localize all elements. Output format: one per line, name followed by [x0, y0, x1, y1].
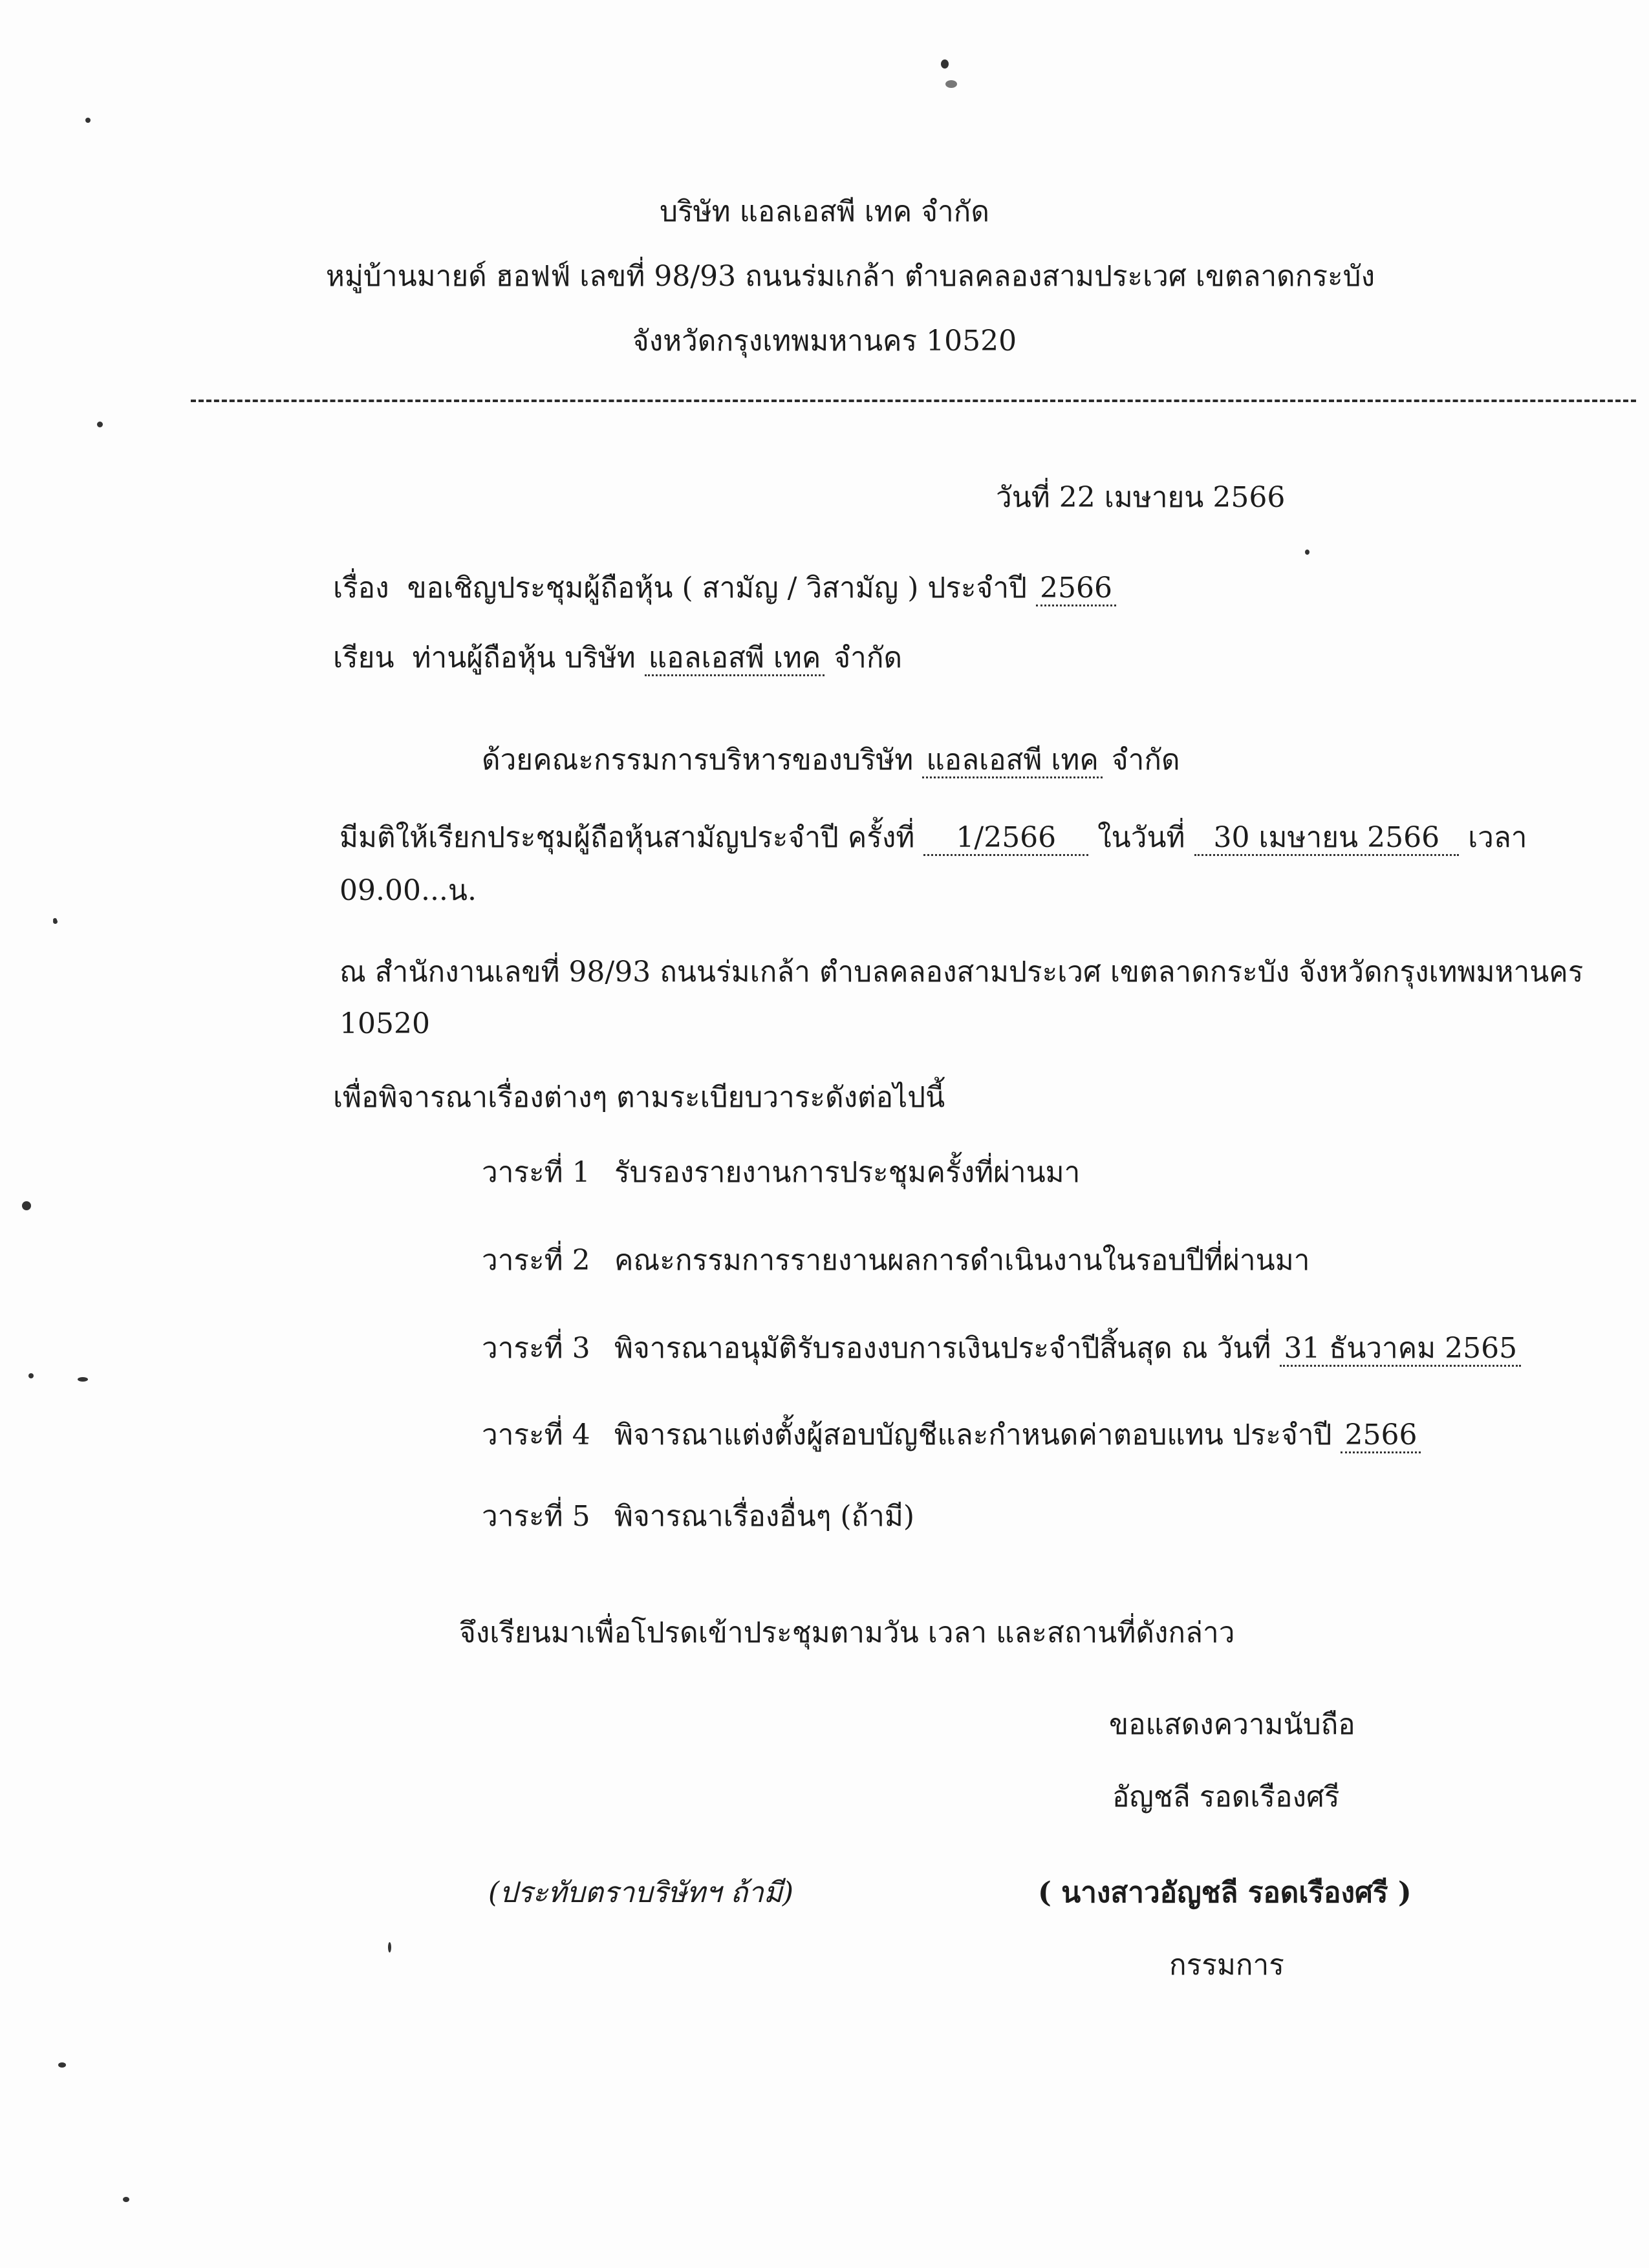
intro-suffix: จำกัด [1111, 744, 1180, 776]
agenda-item [482, 1155, 1080, 1191]
time-label: เวลา [1468, 821, 1527, 854]
scan-speck [58, 2062, 66, 2068]
scan-speck [123, 2197, 129, 2202]
agenda-item [482, 1417, 1421, 1453]
addressee-company: แอลเอสพี เทค [645, 641, 825, 676]
scan-speck [941, 59, 949, 69]
closing-invitation: จึงเรียนมาเพื่อโปรดเข้าประชุมตามวัน เวลา และสถานที่ดังกล่าว [459, 1616, 1235, 1649]
resolution-line [339, 820, 1527, 856]
scan-speck [1305, 550, 1310, 555]
date-label: วันที่ [996, 481, 1050, 514]
addressee-suffix: จำกัด [834, 641, 903, 674]
closing-regards: ขอแสดงความนับถือ [1109, 1708, 1355, 1741]
subject-text: ขอเชิญประชุมผู้ถือหุ้น ( สามัญ / วิสามัญ ) ประจำปี [407, 572, 1027, 604]
scan-speck [78, 1377, 88, 1382]
agenda-date-value: 31 ธันวาคม 2565 [1280, 1332, 1521, 1367]
venue-line: ณ สำนักงานเลขที่ 98/93 ถนนร่มเกล้า ตำบลคลองสามประเวศ เขตลาดกระบัง จังหวัดกรุงเทพมหานคร [339, 956, 1584, 989]
intro-prefix: ด้วยคณะกรรมการบริหารของบริษัท [482, 744, 914, 776]
company-seal-note: (ประทับตราบริษัทฯ ถ้ามี) [488, 1876, 793, 1909]
scan-speck [945, 80, 957, 88]
addressee-label: เรียน [333, 641, 394, 674]
company-address-line1: หมู่บ้านมายด์ ฮอฟฟ์ เลขที่ 98/93 ถนนร่มเกล้า ตำบลคลองสามประเวศ เขตลาดกระบัง [325, 260, 1375, 293]
intro-line [482, 742, 1180, 778]
company-name: บริษัท แอลเอสพี เทค จำกัด [660, 195, 989, 228]
signature-name: อัญชลี รอดเรืองศรี [1112, 1781, 1340, 1813]
agenda-text: คณะกรรมการรายงานผลการดำเนินงานในรอบปีที่ผ่านมา [614, 1244, 1310, 1277]
agenda-item [482, 1499, 914, 1535]
agenda-text: พิจารณาอนุมัติรับรองงบการเงินประจำปีสิ้นสุด ณ วันที่ [614, 1332, 1271, 1365]
subject-label: เรื่อง [333, 572, 389, 604]
agenda-label: วาระที่ 4 [482, 1418, 590, 1451]
signatory-position: กรรมการ [1169, 1949, 1284, 1982]
scan-speck [388, 1942, 391, 1952]
scan-speck [22, 1201, 31, 1210]
scan-speck [28, 1373, 34, 1378]
agenda-label: วาระที่ 5 [482, 1500, 590, 1533]
scan-speck [53, 918, 57, 922]
meeting-number: 1/2566 [923, 821, 1088, 856]
agenda-text: รับรองรายงานการประชุมครั้งที่ผ่านมา [614, 1156, 1081, 1189]
agenda-label: วาระที่ 3 [482, 1332, 590, 1365]
resolution-prefix: มีมติให้เรียกประชุมผู้ถือหุ้นสามัญประจำปี ครั้งที่ [339, 821, 915, 854]
agenda-text: พิจารณาเรื่องอื่นๆ (ถ้ามี) [614, 1500, 915, 1533]
agenda-item [482, 1331, 1521, 1367]
meeting-date: 30 เมษายน 2566 [1194, 821, 1460, 856]
scan-speck [97, 422, 103, 427]
date-value: 22 เมษายน 2566 [1059, 481, 1286, 514]
signatory-printed-name: ( นางสาวอัญชลี รอดเรืองศรี ) [1038, 1876, 1412, 1909]
intro-company: แอลเอสพี เทค [922, 744, 1103, 778]
addressee-line [333, 640, 902, 676]
agenda-label: วาระที่ 2 [482, 1244, 590, 1277]
meeting-time: 09.00...น. [339, 874, 477, 907]
agenda-label: วาระที่ 1 [482, 1156, 590, 1189]
agenda-text: พิจารณาแต่งตั้งผู้สอบบัญชีและกำหนดค่าตอบแทน ประจำปี [614, 1418, 1332, 1451]
on-date-label: ในวันที่ [1097, 821, 1185, 854]
agenda-item [482, 1243, 1310, 1279]
subject-line [333, 570, 1116, 606]
agenda-year-value: 2566 [1341, 1418, 1421, 1453]
letterhead-divider [191, 400, 1636, 402]
letter-date [996, 480, 1285, 516]
addressee-text: ท่านผู้ถือหุ้น บริษัท [412, 641, 636, 674]
company-address-line2: จังหวัดกรุงเทพมหานคร 10520 [632, 325, 1017, 358]
venue-postcode: 10520 [339, 1007, 430, 1040]
scan-speck [85, 118, 91, 123]
subject-year: 2566 [1036, 572, 1116, 606]
agenda-intro: เพื่อพิจารณาเรื่องต่างๆ ตามระเบียบวาระดังต่อไปนี้ [333, 1081, 945, 1114]
